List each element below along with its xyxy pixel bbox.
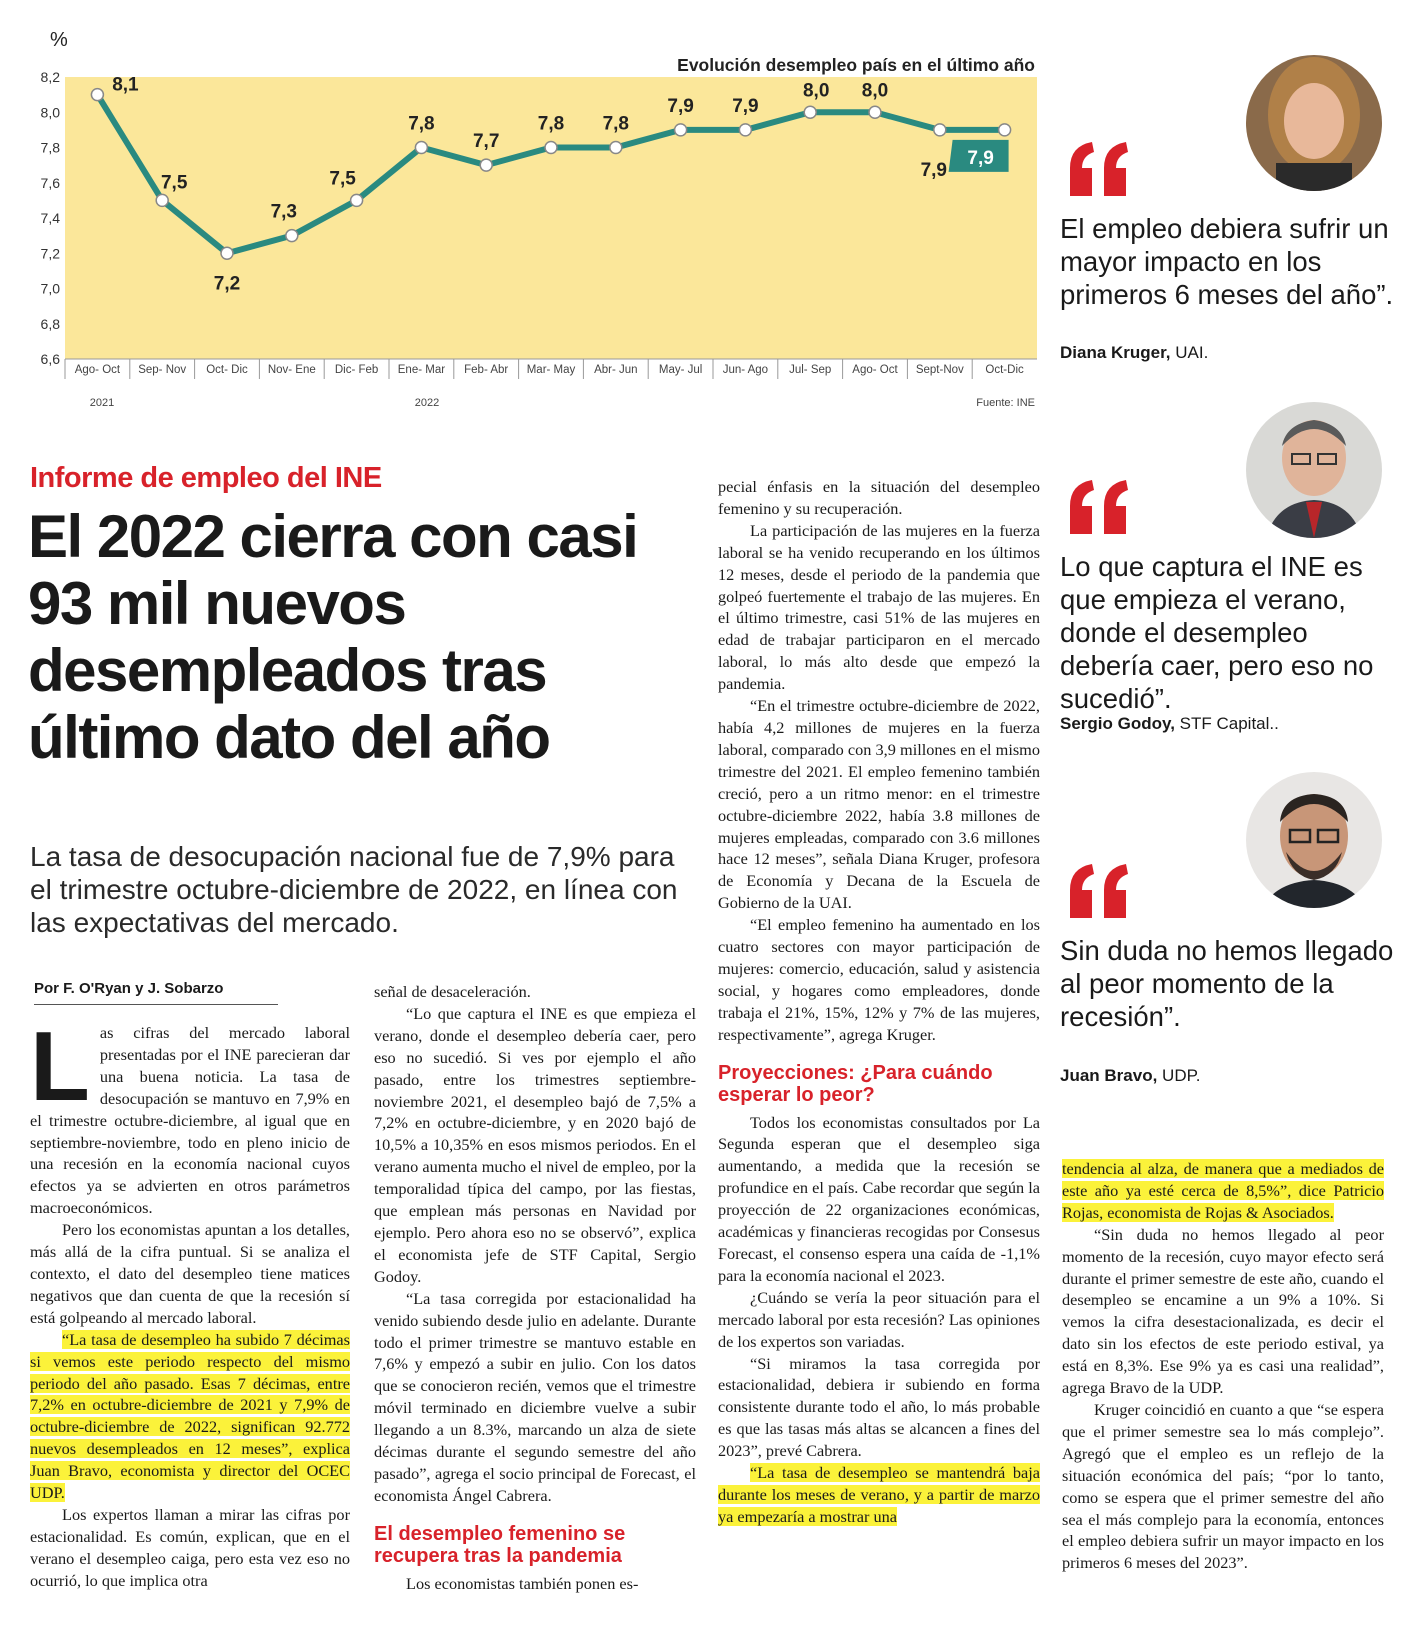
- y-tick-label: 8,2: [40, 69, 60, 85]
- chart-point: [480, 159, 492, 171]
- x-tick-label: Ago- Oct: [74, 364, 121, 376]
- chart-point: [545, 142, 557, 154]
- chart-point: [934, 124, 946, 136]
- article-column-3: [718, 476, 1040, 1528]
- chart-data-label: 7,9: [732, 95, 759, 117]
- paragraph: La participación de las mujeres en la fuerza laboral se ha venido recuperando en los últimos 12 meses, desde el periodo de la pandemia que golpeó fuertemente el trabajo de las mujeres. En el último trimestre, casi 51% de las mujeres en edad de trabajar participaron en el mercado laboral, lo más alto desde que empezó la pandemia.: [718, 520, 1040, 694]
- chart-data-label: 7,5: [160, 172, 188, 194]
- y-tick-label: 7,4: [40, 210, 60, 226]
- chart-data-label: 7,8: [537, 113, 565, 135]
- paragraph: “Sin duda no hemos llegado al peor momento de la recesión, cuyo mayor efecto será durante el primer semestre de este año, cuando el desempleo se encamine a un 9% a 10%. Si vemos la cifra desestacionalizada, es decir el dato sin los efectos de este periodo estival, ya está en 8,3%. Ese 9% ya es casi una realidad”, agrega Bravo de la UDP.: [1062, 1224, 1384, 1398]
- chart-point: [351, 194, 363, 206]
- y-tick-label: 7,0: [40, 280, 60, 297]
- pull-quote-attribution: Juan Bravo, UDP.: [1060, 1066, 1201, 1085]
- article-column-1: [30, 1011, 350, 1592]
- x-tick-label: Nov- Ene: [267, 364, 316, 376]
- quote-mark-icon: [1060, 140, 1132, 200]
- article-column-2: [374, 981, 696, 1595]
- chart-data-label: 7,9: [920, 159, 948, 181]
- avatar-diana-kruger: [1246, 55, 1382, 191]
- highlighted-quote: “La tasa de desempleo se mantendrá baja durante los meses de verano, y a partir de marzo ya empezaría a mostrar una: [718, 1463, 1040, 1526]
- chart-data-label: 7,8: [408, 113, 435, 135]
- chart-ylabel: %: [50, 29, 68, 51]
- x-tick-label: Sep- Nov: [138, 364, 187, 376]
- chart-point: [221, 247, 233, 259]
- unemployment-line-chart: [0, 0, 1050, 410]
- quote-mark-icon: [1060, 862, 1132, 922]
- y-tick-label: 7,8: [40, 139, 60, 156]
- paragraph: señal de desaceleración.: [374, 982, 531, 1001]
- chart-data-label: 7,2: [213, 273, 241, 295]
- chart-data-label: 8,0: [861, 80, 889, 102]
- paragraph: Todos los economistas consultados por La Segunda esperan que el desempleo siga aumentando, a medida que la recesión se profundice en el país. Cabe recordar que según la proyección de 22 organizaciones económicas, académicas y financieras recogidas por Consesus Forecast, el consenso espera una caída de -1,1% para la economía nacional el 2023.: [718, 1112, 1040, 1285]
- article-deck: La tasa de desocupación nacional fue de 7,9% para el trimestre octubre-diciembre de 2022, en línea con las expectativas del mercado.: [30, 841, 678, 938]
- paragraph: Los economistas también ponen es-: [406, 1573, 639, 1593]
- paragraph: ¿Cuándo se vería la peor situación para el mercado laboral por esta recesión? Las opiniones de los expertos son variadas.: [718, 1287, 1040, 1351]
- x-tick-label: Mar- May: [526, 364, 576, 376]
- chart-point: [415, 142, 427, 154]
- paragraph: Los expertos llaman a mirar las cifras por estacionalidad. Es común, explican, que en el verano el desempleo caiga, pero esta vez eso no ocurrió, lo que implica otra: [30, 1504, 350, 1590]
- section-subhead: Proyecciones: ¿Para cuándo esperar lo peor?: [718, 1061, 993, 1106]
- y-tick-label: 6,6: [40, 351, 60, 367]
- paragraph: “La tasa corregida por estacionalidad ha venido subiendo desde julio en adelante. Durante todo el primer trimestre se mantuvo estable en 7,6% y empezó a subir en julio. Con los datos que se conocieron recién, vemos que el trimestre móvil terminado en diciembre vuelve a subir llegando a un 8.3%, marcando un alza de siete décimas durante el segundo semestre del año pasado”, agrega el socio principal de Forecast, el economista Ángel Cabrera.: [374, 1288, 696, 1505]
- paragraph: “Si miramos la tasa corregida por estacionalidad, debiera ir subiendo en forma consistente durante todo el año, lo más probable es que las tasas más altas se alcancen a fines del 2023”, prevé Cabrera.: [718, 1353, 1040, 1461]
- chart-point: [675, 124, 687, 136]
- chart-point: [286, 230, 298, 242]
- pull-quote-text: Sin duda no hemos llegado al peor momento de la recesión”.: [1060, 935, 1394, 1032]
- pull-quote-text: El empleo debiera sufrir un mayor impacto en los primeros 6 meses del año”.: [1060, 213, 1394, 310]
- x-tick-label: Oct-Dic: [985, 364, 1024, 376]
- drop-cap: L: [30, 1011, 90, 1121]
- x-tick-label: Dic- Feb: [334, 364, 379, 376]
- pull-quote-text: Lo que captura el INE es que empieza el verano, donde el desempleo debería caer, pero eso no sucedió”.: [1060, 551, 1374, 714]
- y-tick-label: 7,6: [40, 174, 60, 191]
- pull-quote-attribution: Diana Kruger, UAI.: [1060, 343, 1209, 362]
- x-tick-label: Ene- Mar: [397, 364, 446, 376]
- chart-year-2021: 2021: [89, 397, 115, 409]
- y-tick-label: 6,8: [40, 315, 60, 332]
- x-tick-label: Oct- Dic: [206, 364, 248, 376]
- chart-data-label: 7,9: [667, 95, 694, 117]
- chart-data-label: 7,3: [270, 201, 298, 223]
- chart-point: [999, 124, 1011, 136]
- highlighted-quote: “La tasa de desempleo ha subido 7 décimas si vemos este periodo respecto del mismo periodo del año pasado. Esas 7 décimas, entre 7,2% en octubre-diciembre de 2021 y 7,9% de octubre-diciembre de 2022, significan 92.772 nuevos desempleados en 12 meses”, explica Juan Bravo, economista y director del OCEC UDP.: [30, 1329, 350, 1503]
- y-tick-label: 7,2: [40, 245, 60, 262]
- paragraph: Kruger coincidió en cuanto a que “se espera que el primer semestre sea lo más complejo”. Agregó que el empleo es un reflejo de la situación económica del país; “por lo tanto, como se espera que el primer semestre del año sea el más complejo para la economía, entonces el empleo debiera sufrir un mayor impacto en los primeros 6 meses del 2023”.: [1062, 1399, 1384, 1573]
- chart-data-label: 8,1: [112, 74, 139, 96]
- x-tick-label: Ago- Oct: [852, 364, 898, 376]
- avatar-juan-bravo: [1246, 772, 1382, 908]
- chart-point: [156, 194, 168, 206]
- paragraph: as cifras del mercado laboral presentadas por el INE parecieran dar una buena noticia. La tasa de desocupación se mantuvo en 7,9% en el trimestre octubre-diciembre, al igual que en septiembre-noviembre, todo en pleno inicio de una recesión en la economía nacional cuyos efectos ya se advierten en otros parámetros macroeconómicos.: [30, 1023, 350, 1218]
- x-tick-label: Feb- Abr: [464, 364, 509, 376]
- chart-point: [869, 106, 881, 118]
- x-tick-label: Jun- Ago: [722, 364, 769, 376]
- chart-data-label: 7,9: [967, 147, 994, 169]
- chart-data-label: 7,8: [602, 113, 630, 135]
- chart-point: [610, 142, 622, 154]
- y-tick-label: 8,0: [40, 104, 60, 121]
- paragraph: “Lo que captura el INE es que empieza el verano, donde el desempleo debería caer, pero eso no sucedió. Si ves por ejemplo el año pasado, entre los trimestres septiembre-noviembre 2021, el desempleo bajó de 7,5% a 7,2% en octubre-diciembre, y en 2020 bajó de 10,5% a 10,35% en esos mismos periodos. En el verano aumenta mucho el nivel de empleo, por la temporalidad típica del campo, por las fiestas, que emplean más personas en Navidad por ejemplo. Pero ahora eso no se observó”, explica el economista jefe de STF Capital, Sergio Godoy.: [374, 1003, 696, 1286]
- quote-mark-icon: [1060, 478, 1132, 538]
- article-byline: Por F. O'Ryan y J. Sobarzo: [34, 980, 278, 1005]
- article-headline: El 2022 cierra con casi 93 mil nuevos desempleados tras último dato del año: [28, 503, 638, 771]
- article-column-4: [1062, 1158, 1384, 1574]
- avatar-sergio-godoy: [1246, 402, 1382, 538]
- paragraph: Pero los economistas apuntan a los detalles, más allá de la cifra puntual. Si se analiza el contexto, el dato del desempleo tiene matices negativos que dan cuenta de que la recesión sí está golpeando al mercado laboral.: [30, 1220, 350, 1327]
- x-tick-label: Sept-Nov: [915, 364, 964, 376]
- chart-point: [91, 89, 103, 101]
- chart-source: Fuente: INE: [976, 397, 1035, 409]
- x-tick-label: Abr- Jun: [594, 364, 638, 376]
- section-subhead: El desempleo femenino se recupera tras la pandemia: [374, 1522, 626, 1567]
- highlighted-quote: tendencia al alza, de manera que a mediados de este año ya esté cerca de 8,5%”, dice Patricio Rojas, economista de Rojas & Asociados.: [1062, 1159, 1384, 1222]
- chart-title: Evolución desempleo país en el último año: [677, 55, 1035, 75]
- chart-point: [804, 106, 816, 118]
- paragraph: “En el trimestre octubre-diciembre de 2022, había 4,2 millones de mujeres en la fuerza laboral, comparado con 3,9 millones en el mismo trimestre del 2021. El empleo femenino también creció, pero a un ritmo menor: en el trimestre octubre-diciembre 2022, había 3.8 millones de mujeres empleadas, comparado con 3.6 millones hace 12 meses”, señala Diana Kruger, profesora de Economía y Decana de la Escuela de Gobierno de la UAI.: [718, 696, 1040, 913]
- article-kicker: Informe de empleo del INE: [30, 462, 382, 494]
- paragraph: pecial énfasis en la situación del desempleo femenino y su recuperación.: [718, 477, 1040, 518]
- chart-data-label: 7,5: [329, 168, 356, 190]
- chart-data-label: 8,0: [802, 80, 830, 102]
- pull-quote-attribution: Sergio Godoy, STF Capital..: [1060, 714, 1279, 733]
- chart-point: [739, 124, 751, 136]
- x-tick-label: May- Jul: [658, 364, 703, 376]
- x-tick-label: Jul- Sep: [789, 364, 832, 376]
- chart-year-2022: 2022: [414, 397, 440, 409]
- chart-data-label: 7,7: [472, 131, 500, 153]
- paragraph: “El empleo femenino ha aumentado en los cuatro sectores con mayor participación de mujeres: comercio, educación, salud y asistencia social, y hogares como empleadores, donde trabaja el 21%, 15%, 12% y 7% de las mujeres, respectivamente”, agrega Kruger.: [718, 915, 1040, 1044]
